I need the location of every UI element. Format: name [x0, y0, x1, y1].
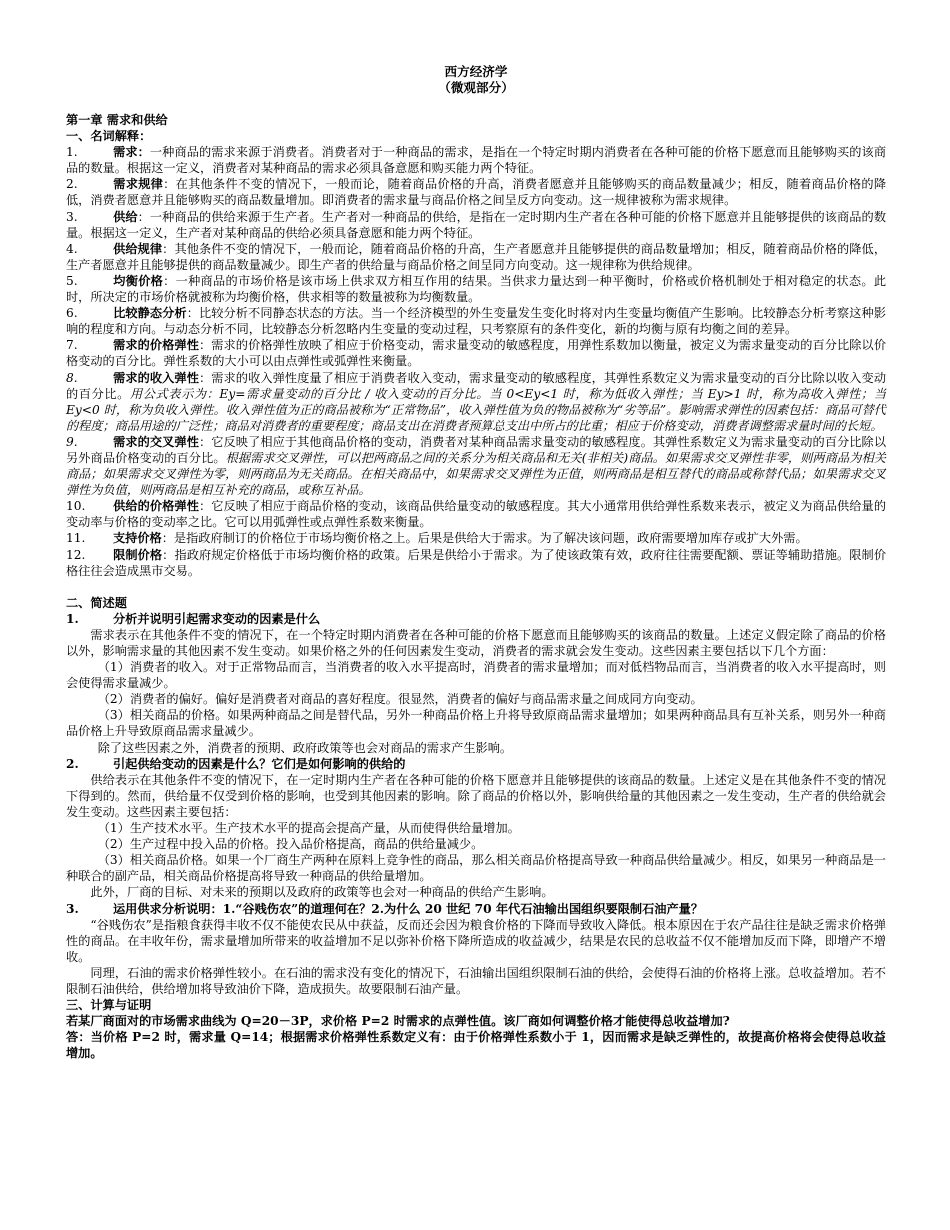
term-number: 9.	[66, 434, 78, 449]
term-item	[66, 305, 886, 337]
term-name: 需求的交叉弹性	[113, 434, 199, 449]
term-text: ：一种商品的供给来源于生产者。生产者对一种商品的供给，是指在一定时期内生产者在各种可能的价格下愿意并且能够提供的该商品的数量。根据这一定义，生产者对某种商品的供给必须具备意愿和能力两个特征。	[66, 209, 887, 240]
term-name: 供给	[113, 209, 138, 224]
answer-factor: （2）消费者的偏好。偏好是消费者对商品的喜好程度。很显然，消费者的偏好与商品需求量之间成同方向变动。	[97, 692, 703, 707]
term-number: 1.	[66, 145, 78, 160]
term-number: 5.	[66, 273, 78, 288]
question-title: 分析并说明引起需求变动的因素是什么	[113, 611, 321, 626]
term-name: 支持价格	[113, 531, 162, 546]
calculation-question: 若某厂商面对的市场需求曲线为 Q=20－3P，求价格 P=2 时需求的点弹性值。该厂商如何调整价格才能使得总收益增加?	[66, 1014, 730, 1029]
term-text: ：比较分析不同静态状态的方法。当一个经济模型的外生变量发生变化时将对内生变量均衡值产生影响。比较静态分析考察这种影响的程度和方向。与动态分析不同，比较静态分析忽略内生变量的变动过程，只考察原有的条件变化，新的均衡与原有均衡之间的差异。	[66, 306, 887, 337]
answer-factor: （3）相关商品的价格。如果两种商品之间是替代品，另外一种商品价格上升将导致原商品需求量增加；如果两种商品具有互补关系，则另外一种商品价格上升导致原商品需求量减少。	[66, 708, 886, 739]
answer-paragraph: 需求表示在其他条件不变的情况下，在一个特定时期内消费者在各种可能的价格下愿意而且能够购买的该商品的数量。上述定义假定除了商品的价格以外，影响需求量的其他因素不发生变动。如果价格之外的任何因素发生变动，消费者的需求就会发生变动。这些因素主要包括以下几个方面：	[66, 627, 886, 658]
section-heading-definitions: 一、名词解释：	[66, 129, 152, 144]
answer-paragraph: 同理，石油的需求价格弹性较小。在石油的需求没有变化的情况下，石油输出国组织限制石油的供给，会使得石油的价格将上涨。总收益增加。若不限制石油供给，供给增加将导致油价下降，造成损失。故要限制石油产量。	[66, 965, 886, 996]
answer-paragraph: “谷贱伤农”是指粮食获得丰收不仅不能使农民从中获益，反而还会因为粮食价格的下降而导致收入降低。根本原因在于农产品往往是缺乏需求价格弹性的商品。在丰收年份，需求量增加所带来的收益增加不足以弥补价格下降所造成的收益减少，结果是农民的总收益不仅不能增加反而下降，即增产不增收。	[66, 917, 886, 964]
term-item	[66, 209, 886, 241]
term-number: 4.	[66, 241, 78, 256]
term-text: 一种商品的需求来源于消费者。消费者对于一种商品的需求，是指在一个特定时期内消费者在各种可能的价格下愿意而且能够购买的该商品的数量。根据这一定义，消费者对某种商品的需求必须具备意愿和购买能力两个特征。	[66, 145, 887, 176]
answer-paragraph: 供给表示在其他条件不变的情况下，在一定时期内生产者在各种可能的价格下愿意并且能够提供的该商品的数量。上述定义是在其他条件不变的情况下得到的。然而，供给量不仅受到价格的影响，也受到其他因素的影响。除了商品的价格以外，影响供给量的其他因素之一发生变动，生产者的供给就会发生变动。这些因素主要包括：	[66, 772, 886, 819]
term-name: 限制价格	[113, 547, 163, 562]
section-heading-calculation: 三、计算与证明	[66, 998, 152, 1013]
answer-paragraph: 此外，厂商的目标、对未来的预期以及政府的政策等也会对一种商品的供给产生影响。	[90, 885, 554, 900]
term-text: ：其他条件不变的情况下，一般而论，随着商品价格的升高，生产者愿意并且能够提供的商品数量增加；相反，随着商品价格的降低，生产者愿意并且能够提供的商品数量减少。即生产者的供给量与商品价格之间呈同方向变动。这一规律称为供给规律。	[66, 241, 887, 272]
term-text: ：它反映了相应于商品价格的变动，该商品供给量变动的敏感程度。其大小通常用供给弹性系数来表示，被定义为商品供给量的变动率与价格的变动率之比。它可以用弧弹性或点弹性系数来衡量。	[66, 499, 887, 530]
term-text: ：需求的价格弹性放映了相应于价格变动，需求量变动的敏感程度，用弹性系数加以衡量，被定义为需求量变动的百分比除以价格变动的百分比。弹性系数的大小可以由点弹性或弧弹性来衡量。	[66, 338, 887, 369]
term-item	[66, 530, 886, 546]
term-item	[66, 176, 886, 208]
term-item	[66, 273, 886, 305]
term-text: ：指政府规定价格低于市场均衡价格的政策。后果是供给小于需求。为了使该政策有效，政府往往需要配额、票证等辅助措施。限制价格往往会造成黑市交易。	[66, 547, 887, 578]
question-title: 运用供求分析说明：1.“谷贱伤农”的道理何在？2.为什么 20 世纪 70 年代石油输出国组织要限制石油产量？	[113, 901, 704, 916]
calculation-answer: 答：当价格 P=2 时，需求量 Q=14；根据需求价格弹性系数定义有：由于价格弹性系数小于 1，因而需求是缺乏弹性的，故提高价格将会使得总收益增加。	[66, 1030, 886, 1061]
answer-factor: （1）消费者的收入。对于正常物品而言，当消费者的收入水平提高时，消费者的需求量增加；而对低档物品而言，当消费者的收入水平提高时，则会使得需求量减少。	[66, 660, 886, 691]
document-page	[66, 64, 886, 1061]
term-name: 均衡价格	[113, 273, 164, 288]
term-number: 10.	[66, 499, 86, 514]
question-heading	[66, 611, 886, 627]
term-text: ：在其他条件不变的情况下，一般而论，随着商品价格的升高，消费者愿意并且能够购买的商品数量减少；相反，随着商品价格的降低，消费者愿意并且能够购买的商品数量增加。即消费者的需求量与商品价格之间呈反方向变动。这一规律被称为需求规律。	[66, 177, 887, 208]
term-name: 需求规律	[113, 177, 164, 192]
term-text: ：是指政府制订的价格位于市场均衡价格之上。后果是供给大于需求。为了解决该问题，政府需要增加库存或扩大外需。	[161, 531, 808, 546]
section-heading-short-answer: 二、简述题	[66, 595, 127, 610]
question-number: 3.	[66, 901, 79, 916]
term-text-italic: 用公式表示为：Ey=需求量变动的百分比 / 收入变动的百分比。当 0<Ey<1 时，称为低收入弹性；当 Ey>1 时，称为高收入弹性；当 Ey<0 时，称为负收入弹性。收入弹性值为正的商品被称为“正常物品”，收入弹性值为负的物品被称为“劣等品”。影响需求弹性的因素包括：商品可替代的程度；商品用途的广泛性；商品对消费者的重要程度；商品支出在消费者预算总支出中所占的比重；相应于价格变动，消费者调整需求量时间的长短。	[66, 386, 887, 433]
term-number: 12.	[66, 547, 86, 562]
term-item	[66, 370, 886, 434]
term-name: 供给规律	[113, 241, 163, 256]
term-name: 比较静态分析	[113, 306, 187, 321]
question-heading	[66, 756, 886, 772]
term-number: 11.	[66, 531, 86, 546]
term-number: 6.	[66, 306, 78, 321]
term-name: 需求的收入弹性	[113, 370, 199, 385]
term-number: 2.	[66, 177, 78, 192]
answer-factor: （2）生产过程中投入品的价格。投入品价格提高，商品的供给量减少。	[97, 837, 484, 852]
term-text-italic: 根据需求交叉弹性，可以把两商品之间的关系分为相关商品和无关(非相关)商品。如果需求交叉弹性非零，则两商品为相关商品；如果需求交叉弹性为零，则两商品为无关商品。在相关商品中，如果需求交叉弹性为正值，则两商品是相互替代的商品或称替代品；如果需求交叉弹性为负值，则两商品是相互补充的商品，或称互补品。	[66, 450, 886, 498]
term-name: 需求：	[113, 145, 150, 160]
term-number: 7.	[66, 338, 78, 353]
term-item	[66, 498, 886, 530]
question-title: 引起供给变动的因素是什么？它们是如何影响的供给的	[113, 756, 406, 771]
term-text: ：它反映了相应于其他商品价格的变动，消费者对某种商品需求量变动的敏感程度。其弹性系数定义为需求量变动的百分比除以另外商品价格变动的百分比。	[66, 434, 887, 465]
term-item	[66, 434, 886, 498]
document-title: 西方经济学	[444, 64, 508, 79]
term-item	[66, 241, 886, 273]
question-heading	[66, 901, 886, 917]
term-number: 8.	[66, 370, 78, 385]
document-subtitle: （微观部分）	[438, 80, 514, 95]
answer-factor: （1）生产技术水平。生产技术水平的提高会提高产量，从而使得供给量增加。	[97, 821, 520, 836]
term-item	[66, 547, 886, 579]
term-text: ：一种商品的市场价格是该市场上供求双方相互作用的结果。当供求力量达到一种平衡时，价格或价格机制处于相对稳定的状态。此时，所决定的市场价格就被称为均衡价格，供求相等的数量被称为均衡数量。	[66, 273, 887, 305]
answer-paragraph: 除了这些因素之外，消费者的预期、政府政策等也会对商品的需求产生影响。	[97, 740, 513, 755]
term-item	[66, 144, 886, 176]
term-item	[66, 337, 886, 369]
term-text: ：需求的收入弹性度量了相应于消费者收入变动，需求量变动的敏感程度，其弹性系数定义为需求量变动的百分比除以收入变动的百分比。	[66, 370, 887, 401]
question-number: 1.	[66, 611, 79, 626]
answer-factor: （3）相关商品价格。如果一个厂商生产两种在原料上竞争性的商品，那么相关商品价格提高导致一种商品供给量减少。相反，如果另一种商品是一种联合的副产品，相关商品价格提高将导致一种商品的供给量增加。	[66, 853, 886, 884]
term-name: 需求的价格弹性	[113, 338, 199, 353]
term-name: 供给的价格弹性	[113, 499, 199, 514]
term-number: 3.	[66, 209, 78, 224]
question-number: 2.	[66, 756, 79, 771]
chapter-heading: 第一章 需求和供给	[66, 113, 168, 127]
